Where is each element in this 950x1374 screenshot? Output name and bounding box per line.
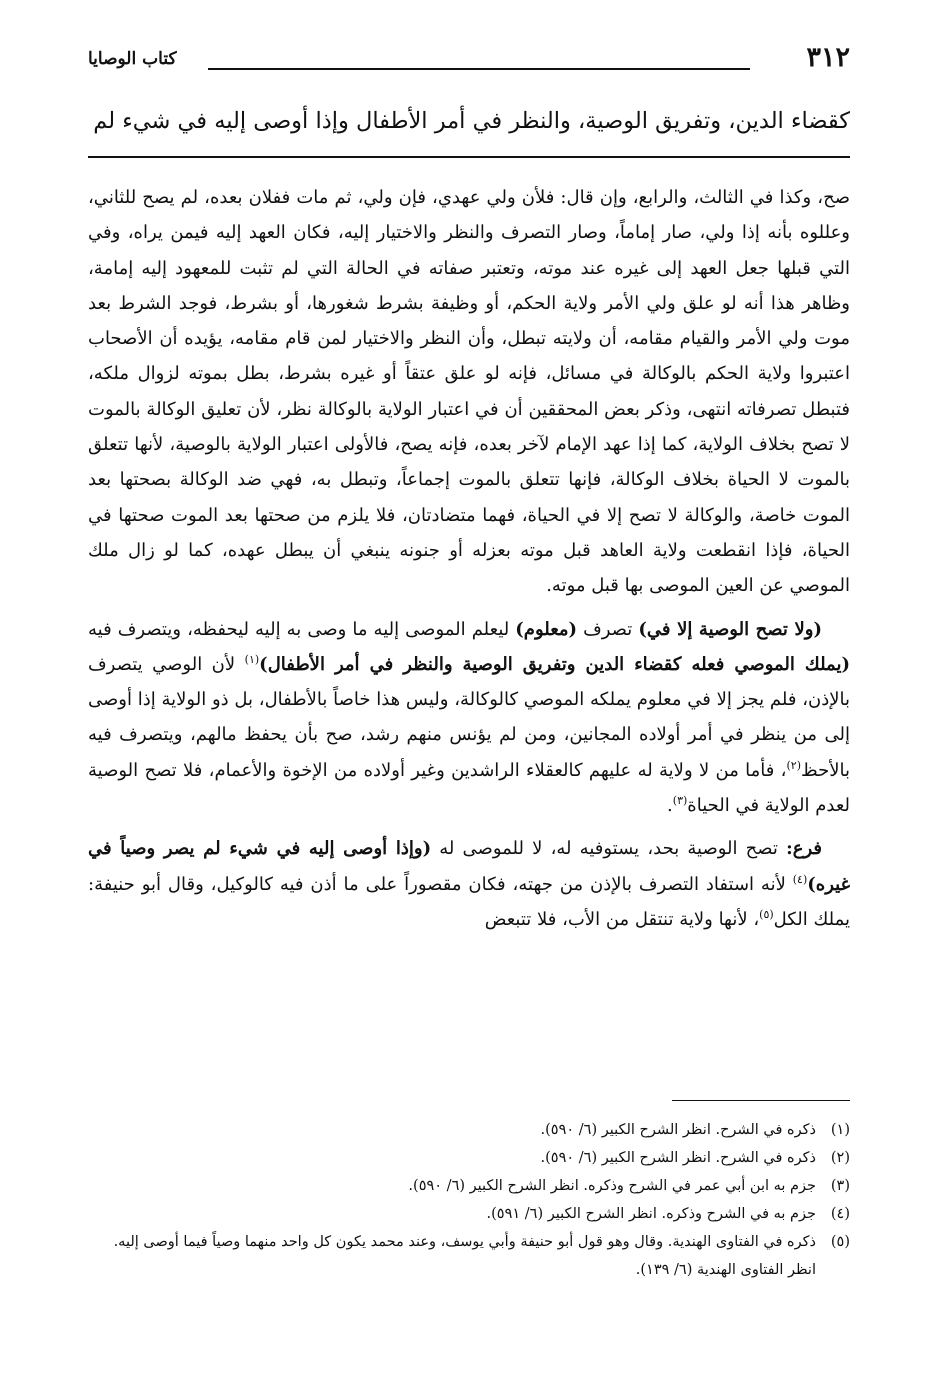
- footnote-ref[interactable]: (٥): [759, 907, 774, 921]
- main-text: [88, 180, 850, 945]
- commentary-text: لأنه استفاد التصرف بالإذن من جهته، فكان مقصوراً على ما أذن فيه كالوكيل، وقال أبو حنيفة: يملك الكل: [88, 873, 850, 930]
- book-title: كتاب الوصايا: [88, 49, 177, 69]
- footnote-number: (٢): [830, 1150, 850, 1166]
- footnote-text: ذكره في الشرح. انظر الشرح الكبير (٦/ ٥٩٠).: [540, 1122, 816, 1138]
- footnote-item: [88, 1144, 850, 1172]
- footnote-text: ذكره في الشرح. انظر الشرح الكبير (٦/ ٥٩٠).: [540, 1150, 816, 1166]
- footnote-ref[interactable]: (١): [244, 652, 260, 666]
- page-number: ٣١٢: [806, 42, 850, 73]
- commentary-text: تصرف: [577, 618, 639, 640]
- branch-label: فرع:: [786, 838, 822, 860]
- footnote-text: جزم به ابن أبي عمر في الشرح وذكره. انظر الشرح الكبير (٦/ ٥٩٠).: [408, 1178, 816, 1194]
- footnote-item: [88, 1116, 850, 1144]
- paragraph-3: [88, 831, 850, 937]
- commentary-text: لأن الوصي يتصرف بالإذن، فلم يجز إلا في معلوم يملكه الموصي كالوكالة، وليس هذا خاصاً بالأطفال، بل ذو الولاية إذا أوصى إلى من ينظر في أمر أولاده المجانين، ومن لم يؤنس منهم رشد، صح بأن يحفظ مالهم، ويتصرف فيه بالأحظ: [88, 653, 850, 781]
- footnote-text: جزم به في الشرح وذكره. انظر الشرح الكبير (٦/ ٥٩١).: [486, 1206, 816, 1222]
- commentary-text: ، فأما من لا ولاية له عليهم كالعقلاء الراشدين وغير أولاده من الإخوة والأعمام، فلا تصح الوصية لعدم الولاية في الحياة: [88, 759, 850, 817]
- matn-quote: (ولا تصح الوصية إلا في): [638, 618, 822, 640]
- footnote-number: (٤): [830, 1206, 850, 1222]
- footnote-ref[interactable]: (٣): [672, 794, 688, 808]
- footnote-ref[interactable]: (٤): [792, 872, 808, 886]
- footnote-number: (٣): [830, 1178, 850, 1194]
- header-rule: [208, 68, 750, 70]
- paragraph-2: [88, 612, 850, 824]
- footnote-item: [88, 1200, 850, 1228]
- paragraph-1: صح، وكذا في الثالث، والرابع، وإن قال: فلأن ولي عهدي، فإن ولي، ثم مات ففلان بعده، لم يصح للثاني، وعللوه بأنه إذا ولي، صار إماماً، وصار التصرف والنظر والاختيار إليه، فكان العهد إليه فيمن يراه، وفي التي قبلها جعل العهد إلى غيره عند موته، وتعتبر صفاته في الحالة التي لم تثبت للمعهود إليه إمامة، وظاهر هذا أنه لو علق ولي الأمر ولاية الحكم، أو وظيفة بشرط شغورها، أو بشرط، فوجد الشرط بعد موت ولي الأمر والقيام مقامه، أن ولايته تبطل، وأن النظر والاختيار لمن قام مقامه، يؤيده أن الأصحاب اعتبروا ولاية الحكم بالوكالة في مسائل، فإنه لو علق عتقاً أو غيره بشرط، بطل بموته لزوال ملكه، فتبطل تصرفاته انتهى، وذكر بعض المحققين أن في اعتبار الولاية بالوكالة نظر، لأن تعليق الوكالة بالموت لا تصح بخلاف الولاية، كما إذا عهد الإمام لآخر بعده، فإنه يصح، فالأولى اعتبار الولاية بالوصية، لأنها تتعلق بالموت لا الحياة بخلاف الوكالة، فإنها تتعلق بالموت إجماعاً، وتبطل به، فهي ضد الوكالة بصحتها بعد الموت خاصة، والوكالة لا تصح إلا في الحياة، فهما متضادتان، فلا يلزم من صحتها بعد الموت صحتها في الحياة، فإذا انقطعت ولاية العاهد قبل موته بعزله أو جنونه ينبغي أن يبطل عهده، كما لو زال ملك الموصي عن العين الموصى بها قبل موته.: [88, 187, 850, 597]
- footnote-number: (١): [830, 1122, 850, 1138]
- footnotes: [88, 1116, 850, 1284]
- page-header: [88, 40, 850, 80]
- footnote-separator: [672, 1100, 850, 1101]
- commentary-text: ليعلم الموصى إليه ما وصى به إليه ليحفظه، ويتصرف فيه: [88, 618, 516, 640]
- footnote-item: [88, 1172, 850, 1200]
- commentary-text: تصح الوصية بحد، يستوفيه له، لا للموصى له: [431, 838, 787, 860]
- matn-quote: (يملك الموصي فعله كقضاء الدين وتفريق الوصية والنظر في أمر الأطفال): [259, 653, 850, 675]
- commentary-text: .: [667, 795, 673, 817]
- matn-line: كقضاء الدين، وتفريق الوصية، والنظر في أمر الأطفال وإذا أوصى إليه في شيء لم: [93, 108, 850, 134]
- footnote-number: (٥): [830, 1234, 850, 1250]
- footnote-item: [88, 1228, 850, 1284]
- footnote-text: ذكره في الفتاوى الهندية. وقال وهو قول أبو حنيفة وأبي يوسف، وعند محمد يكون كل واحد منهما وصياً فيما أوصى إليه. انظر الفتاوى الهندية (٦/ ١٣٩).: [113, 1234, 816, 1278]
- matn-quote: (وإذا أوصى إليه في شيء لم يصر وصياً في غيره): [88, 838, 850, 895]
- footnote-ref[interactable]: (٢): [786, 758, 802, 772]
- matn-separator: [88, 156, 850, 158]
- commentary-text: ، لأنها ولاية تنتقل من الأب، فلا تتبعض: [484, 908, 760, 930]
- matn-quote: (معلوم): [515, 618, 578, 640]
